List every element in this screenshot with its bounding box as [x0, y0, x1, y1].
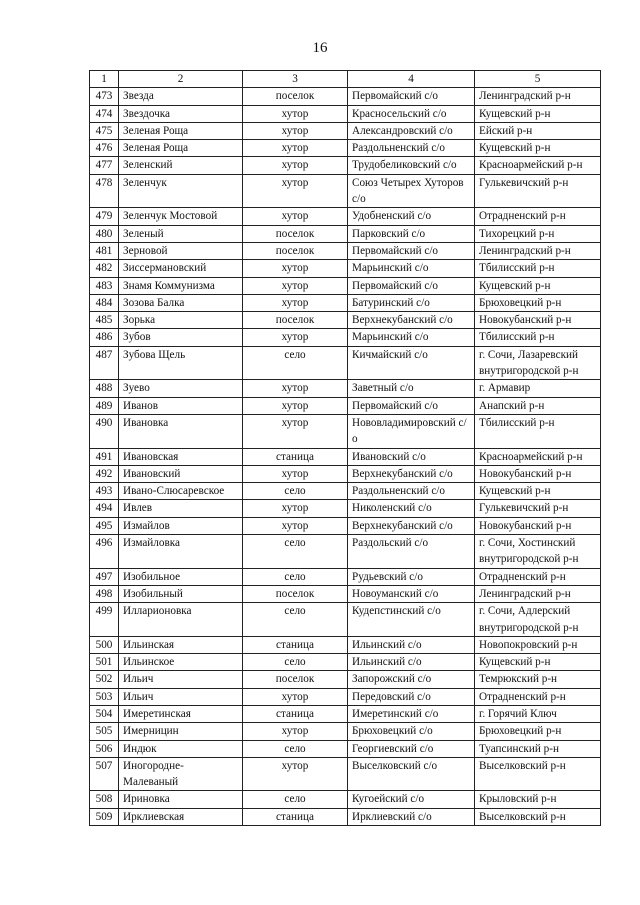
settlement-name-cell: Ильич	[119, 688, 243, 705]
table-row	[90, 140, 601, 157]
rural-district-cell: Новоуманский с/о	[348, 585, 475, 602]
rural-district-cell: Ильинский с/о	[348, 636, 475, 653]
settlement-name-cell: Зеленчук Мостовой	[119, 208, 243, 225]
page-number: 16	[312, 40, 328, 56]
row-number-cell: 486	[90, 329, 119, 346]
settlement-name-cell: Зерновой	[119, 242, 243, 259]
row-number-cell: 483	[90, 277, 119, 294]
settlement-type-cell: хутор	[243, 174, 348, 208]
settlement-name-cell: Зеленчук	[119, 174, 243, 208]
settlement-name-cell: Имерницин	[119, 723, 243, 740]
table-row	[90, 654, 601, 671]
rural-district-cell: Марьинский с/о	[348, 260, 475, 277]
settlement-type-cell: хутор	[243, 723, 348, 740]
settlement-name-cell: Зеленый	[119, 225, 243, 242]
rural-district-cell: Раздольненский с/о	[348, 140, 475, 157]
row-number-cell: 478	[90, 174, 119, 208]
rural-district-cell: Верхнекубанский с/о	[348, 312, 475, 329]
municipal-district-cell: Ленинградский р-н	[475, 585, 601, 602]
rural-district-cell: Верхнекубанский с/о	[348, 517, 475, 534]
rural-district-cell: Нововладимировский с/о	[348, 414, 475, 448]
municipal-district-cell: Отрадненский р-н	[475, 688, 601, 705]
row-number-cell: 493	[90, 483, 119, 500]
rural-district-cell: Николенский с/о	[348, 500, 475, 517]
table-row	[90, 225, 601, 242]
row-number-cell: 509	[90, 808, 119, 825]
row-number-cell: 502	[90, 671, 119, 688]
municipal-district-cell: Новопокровский р-н	[475, 636, 601, 653]
rural-district-cell: Брюховецкий с/о	[348, 723, 475, 740]
rural-district-cell: Верхнекубанский с/о	[348, 465, 475, 482]
settlement-type-cell: хутор	[243, 414, 348, 448]
settlement-type-cell: хутор	[243, 380, 348, 397]
settlement-type-cell: хутор	[243, 688, 348, 705]
municipal-district-cell: Выселковский р-н	[475, 808, 601, 825]
table-row	[90, 105, 601, 122]
settlement-name-cell: Ивано-Слюсаревское	[119, 483, 243, 500]
header-cell: 1	[90, 71, 119, 88]
settlement-type-cell: станица	[243, 705, 348, 722]
rural-district-cell: Красносельский с/о	[348, 105, 475, 122]
row-number-cell: 484	[90, 294, 119, 311]
rural-district-cell: Александровский с/о	[348, 122, 475, 139]
settlement-name-cell: Зозова Балка	[119, 294, 243, 311]
table-row	[90, 483, 601, 500]
row-number-cell: 485	[90, 312, 119, 329]
row-number-cell: 494	[90, 500, 119, 517]
rural-district-cell: Раздольненский с/о	[348, 483, 475, 500]
municipal-district-cell: г. Сочи, Лазаревский внутригородской р-н	[475, 346, 601, 380]
municipal-district-cell: Выселковский р-н	[475, 757, 601, 791]
settlement-name-cell: Ирклиевская	[119, 808, 243, 825]
table-row	[90, 242, 601, 259]
table-row	[90, 808, 601, 825]
municipal-district-cell: Ленинградский р-н	[475, 242, 601, 259]
settlement-name-cell: Ильич	[119, 671, 243, 688]
row-number-cell: 507	[90, 757, 119, 791]
row-number-cell: 495	[90, 517, 119, 534]
municipal-district-cell: Кущевский р-н	[475, 483, 601, 500]
rural-district-cell: Удобненский с/о	[348, 208, 475, 225]
settlement-name-cell: Илларионовка	[119, 603, 243, 637]
settlement-type-cell: поселок	[243, 225, 348, 242]
settlement-name-cell: Измайлов	[119, 517, 243, 534]
settlement-type-cell: хутор	[243, 157, 348, 174]
municipal-district-cell: Отрадненский р-н	[475, 208, 601, 225]
settlement-name-cell: Имеретинская	[119, 705, 243, 722]
table-row	[90, 414, 601, 448]
settlement-type-cell: хутор	[243, 397, 348, 414]
municipal-district-cell: г. Сочи, Адлерский внутригородской р-н	[475, 603, 601, 637]
table-row	[90, 568, 601, 585]
table-row	[90, 157, 601, 174]
table-row	[90, 329, 601, 346]
settlement-type-cell: хутор	[243, 329, 348, 346]
row-number-cell: 488	[90, 380, 119, 397]
rural-district-cell: Марьинский с/о	[348, 329, 475, 346]
rural-district-cell: Выселковский с/о	[348, 757, 475, 791]
table-row	[90, 723, 601, 740]
rural-district-cell: Запорожский с/о	[348, 671, 475, 688]
row-number-cell: 498	[90, 585, 119, 602]
settlement-type-cell: село	[243, 346, 348, 380]
settlement-type-cell: поселок	[243, 585, 348, 602]
table-row	[90, 174, 601, 208]
municipal-district-cell: Тбилисский р-н	[475, 329, 601, 346]
rural-district-cell: Парковский с/о	[348, 225, 475, 242]
rural-district-cell: Заветный с/о	[348, 380, 475, 397]
settlement-type-cell: село	[243, 483, 348, 500]
settlement-name-cell: Знамя Коммунизма	[119, 277, 243, 294]
settlement-name-cell: Изобильное	[119, 568, 243, 585]
table-row	[90, 380, 601, 397]
header-cell: 4	[348, 71, 475, 88]
table-row	[90, 740, 601, 757]
settlement-name-cell: Изобильный	[119, 585, 243, 602]
header-cell: 2	[119, 71, 243, 88]
row-number-cell: 506	[90, 740, 119, 757]
settlement-name-cell: Измайловка	[119, 535, 243, 569]
settlement-name-cell: Зуево	[119, 380, 243, 397]
table-row	[90, 277, 601, 294]
settlement-type-cell: село	[243, 535, 348, 569]
settlement-name-cell: Ивановка	[119, 414, 243, 448]
table-row	[90, 260, 601, 277]
table-row	[90, 517, 601, 534]
settlement-type-cell: хутор	[243, 500, 348, 517]
municipal-district-cell: Отрадненский р-н	[475, 568, 601, 585]
settlement-type-cell: село	[243, 740, 348, 757]
table-row	[90, 500, 601, 517]
municipal-district-cell: Гулькевичский р-н	[475, 500, 601, 517]
row-number-cell: 481	[90, 242, 119, 259]
table-row	[90, 294, 601, 311]
municipal-district-cell: Красноармейский р-н	[475, 448, 601, 465]
municipal-district-cell: Темрюкский р-н	[475, 671, 601, 688]
settlement-name-cell: Иногородне-Малеваный	[119, 757, 243, 791]
settlement-type-cell: станица	[243, 448, 348, 465]
row-number-cell: 490	[90, 414, 119, 448]
rural-district-cell: Батуринский с/о	[348, 294, 475, 311]
rural-district-cell: Кудепстинский с/о	[348, 603, 475, 637]
municipal-district-cell: Туапсинский р-н	[475, 740, 601, 757]
row-number-cell: 499	[90, 603, 119, 637]
rural-district-cell: Первомайский с/о	[348, 88, 475, 105]
settlement-type-cell: село	[243, 654, 348, 671]
rural-district-cell: Первомайский с/о	[348, 397, 475, 414]
row-number-cell: 496	[90, 535, 119, 569]
settlement-type-cell: село	[243, 603, 348, 637]
settlement-name-cell: Индюк	[119, 740, 243, 757]
settlement-type-cell: поселок	[243, 671, 348, 688]
table-row	[90, 757, 601, 791]
rural-district-cell: Кугоейский с/о	[348, 791, 475, 808]
table-row	[90, 465, 601, 482]
rural-district-cell: Первомайский с/о	[348, 242, 475, 259]
settlement-type-cell: хутор	[243, 260, 348, 277]
settlement-type-cell: хутор	[243, 208, 348, 225]
municipal-district-cell: Анапский р-н	[475, 397, 601, 414]
settlement-name-cell: Зорька	[119, 312, 243, 329]
settlement-type-cell: хутор	[243, 277, 348, 294]
municipal-district-cell: г. Армавир	[475, 380, 601, 397]
row-number-cell: 487	[90, 346, 119, 380]
settlement-type-cell: хутор	[243, 757, 348, 791]
settlement-type-cell: хутор	[243, 140, 348, 157]
municipal-district-cell: Гулькевичский р-н	[475, 174, 601, 208]
settlement-type-cell: хутор	[243, 465, 348, 482]
settlements-table	[89, 70, 601, 826]
settlement-name-cell: Зубова Щель	[119, 346, 243, 380]
municipal-district-cell: Новокубанский р-н	[475, 517, 601, 534]
settlement-name-cell: Зубов	[119, 329, 243, 346]
table-row	[90, 122, 601, 139]
settlement-type-cell: поселок	[243, 242, 348, 259]
table-row	[90, 705, 601, 722]
rural-district-cell: Ивановский с/о	[348, 448, 475, 465]
settlement-name-cell: Ильинское	[119, 654, 243, 671]
municipal-district-cell: Крыловский р-н	[475, 791, 601, 808]
row-number-cell: 480	[90, 225, 119, 242]
table-body	[90, 88, 601, 826]
table-row	[90, 397, 601, 414]
municipal-district-cell: Тбилисский р-н	[475, 260, 601, 277]
municipal-district-cell: Кущевский р-н	[475, 277, 601, 294]
rural-district-cell: Первомайский с/о	[348, 277, 475, 294]
settlement-type-cell: село	[243, 791, 348, 808]
rural-district-cell: Ильинский с/о	[348, 654, 475, 671]
table-row	[90, 88, 601, 105]
municipal-district-cell: г. Горячий Ключ	[475, 705, 601, 722]
header-cell: 5	[475, 71, 601, 88]
row-number-cell: 477	[90, 157, 119, 174]
row-number-cell: 503	[90, 688, 119, 705]
row-number-cell: 504	[90, 705, 119, 722]
row-number-cell: 492	[90, 465, 119, 482]
row-number-cell: 505	[90, 723, 119, 740]
settlement-name-cell: Зиссермановский	[119, 260, 243, 277]
municipal-district-cell: г. Сочи, Хостинский внутригородской р-н	[475, 535, 601, 569]
municipal-district-cell: Красноармейский р-н	[475, 157, 601, 174]
row-number-cell: 508	[90, 791, 119, 808]
municipal-district-cell: Тихорецкий р-н	[475, 225, 601, 242]
table-row	[90, 346, 601, 380]
rural-district-cell: Союз Четырех Хуторов с/о	[348, 174, 475, 208]
header-row	[90, 71, 601, 88]
row-number-cell: 491	[90, 448, 119, 465]
municipal-district-cell: Кущевский р-н	[475, 654, 601, 671]
header-cell: 3	[243, 71, 348, 88]
rural-district-cell: Георгиевский с/о	[348, 740, 475, 757]
settlement-type-cell: поселок	[243, 312, 348, 329]
row-number-cell: 501	[90, 654, 119, 671]
table-row	[90, 671, 601, 688]
municipal-district-cell: Ейский р-н	[475, 122, 601, 139]
settlement-type-cell: хутор	[243, 517, 348, 534]
table-row	[90, 791, 601, 808]
rural-district-cell: Имеретинский с/о	[348, 705, 475, 722]
settlement-name-cell: Зеленая Роща	[119, 140, 243, 157]
table-row	[90, 636, 601, 653]
settlement-name-cell: Зеленский	[119, 157, 243, 174]
table-row	[90, 448, 601, 465]
table-row	[90, 688, 601, 705]
row-number-cell: 479	[90, 208, 119, 225]
municipal-district-cell: Ленинградский р-н	[475, 88, 601, 105]
row-number-cell: 489	[90, 397, 119, 414]
settlement-type-cell: хутор	[243, 122, 348, 139]
rural-district-cell: Кичмайский с/о	[348, 346, 475, 380]
settlement-name-cell: Иванов	[119, 397, 243, 414]
rural-district-cell: Трудобеликовский с/о	[348, 157, 475, 174]
settlement-name-cell: Ивановский	[119, 465, 243, 482]
municipal-district-cell: Брюховецкий р-н	[475, 294, 601, 311]
rural-district-cell: Раздольский с/о	[348, 535, 475, 569]
municipal-district-cell: Кущевский р-н	[475, 140, 601, 157]
rural-district-cell: Ирклиевский с/о	[348, 808, 475, 825]
table-row	[90, 603, 601, 637]
municipal-district-cell: Кущевский р-н	[475, 105, 601, 122]
row-number-cell: 482	[90, 260, 119, 277]
row-number-cell: 497	[90, 568, 119, 585]
settlement-type-cell: хутор	[243, 294, 348, 311]
settlement-name-cell: Ириновка	[119, 791, 243, 808]
row-number-cell: 476	[90, 140, 119, 157]
row-number-cell: 473	[90, 88, 119, 105]
rural-district-cell: Передовский с/о	[348, 688, 475, 705]
settlement-name-cell: Ивлев	[119, 500, 243, 517]
row-number-cell: 474	[90, 105, 119, 122]
municipal-district-cell: Брюховецкий р-н	[475, 723, 601, 740]
municipal-district-cell: Новокубанский р-н	[475, 312, 601, 329]
settlement-type-cell: хутор	[243, 105, 348, 122]
table-row	[90, 535, 601, 569]
settlement-name-cell: Ильинская	[119, 636, 243, 653]
table-row	[90, 585, 601, 602]
settlement-type-cell: поселок	[243, 88, 348, 105]
row-number-cell: 475	[90, 122, 119, 139]
settlement-type-cell: станица	[243, 808, 348, 825]
municipal-district-cell: Тбилисский р-н	[475, 414, 601, 448]
rural-district-cell: Рудьевский с/о	[348, 568, 475, 585]
settlement-name-cell: Ивановская	[119, 448, 243, 465]
table-row	[90, 312, 601, 329]
municipal-district-cell: Новокубанский р-н	[475, 465, 601, 482]
settlement-type-cell: село	[243, 568, 348, 585]
settlement-name-cell: Звезда	[119, 88, 243, 105]
row-number-cell: 500	[90, 636, 119, 653]
settlement-name-cell: Зеленая Роща	[119, 122, 243, 139]
settlement-type-cell: станица	[243, 636, 348, 653]
table-row	[90, 208, 601, 225]
settlement-name-cell: Звездочка	[119, 105, 243, 122]
